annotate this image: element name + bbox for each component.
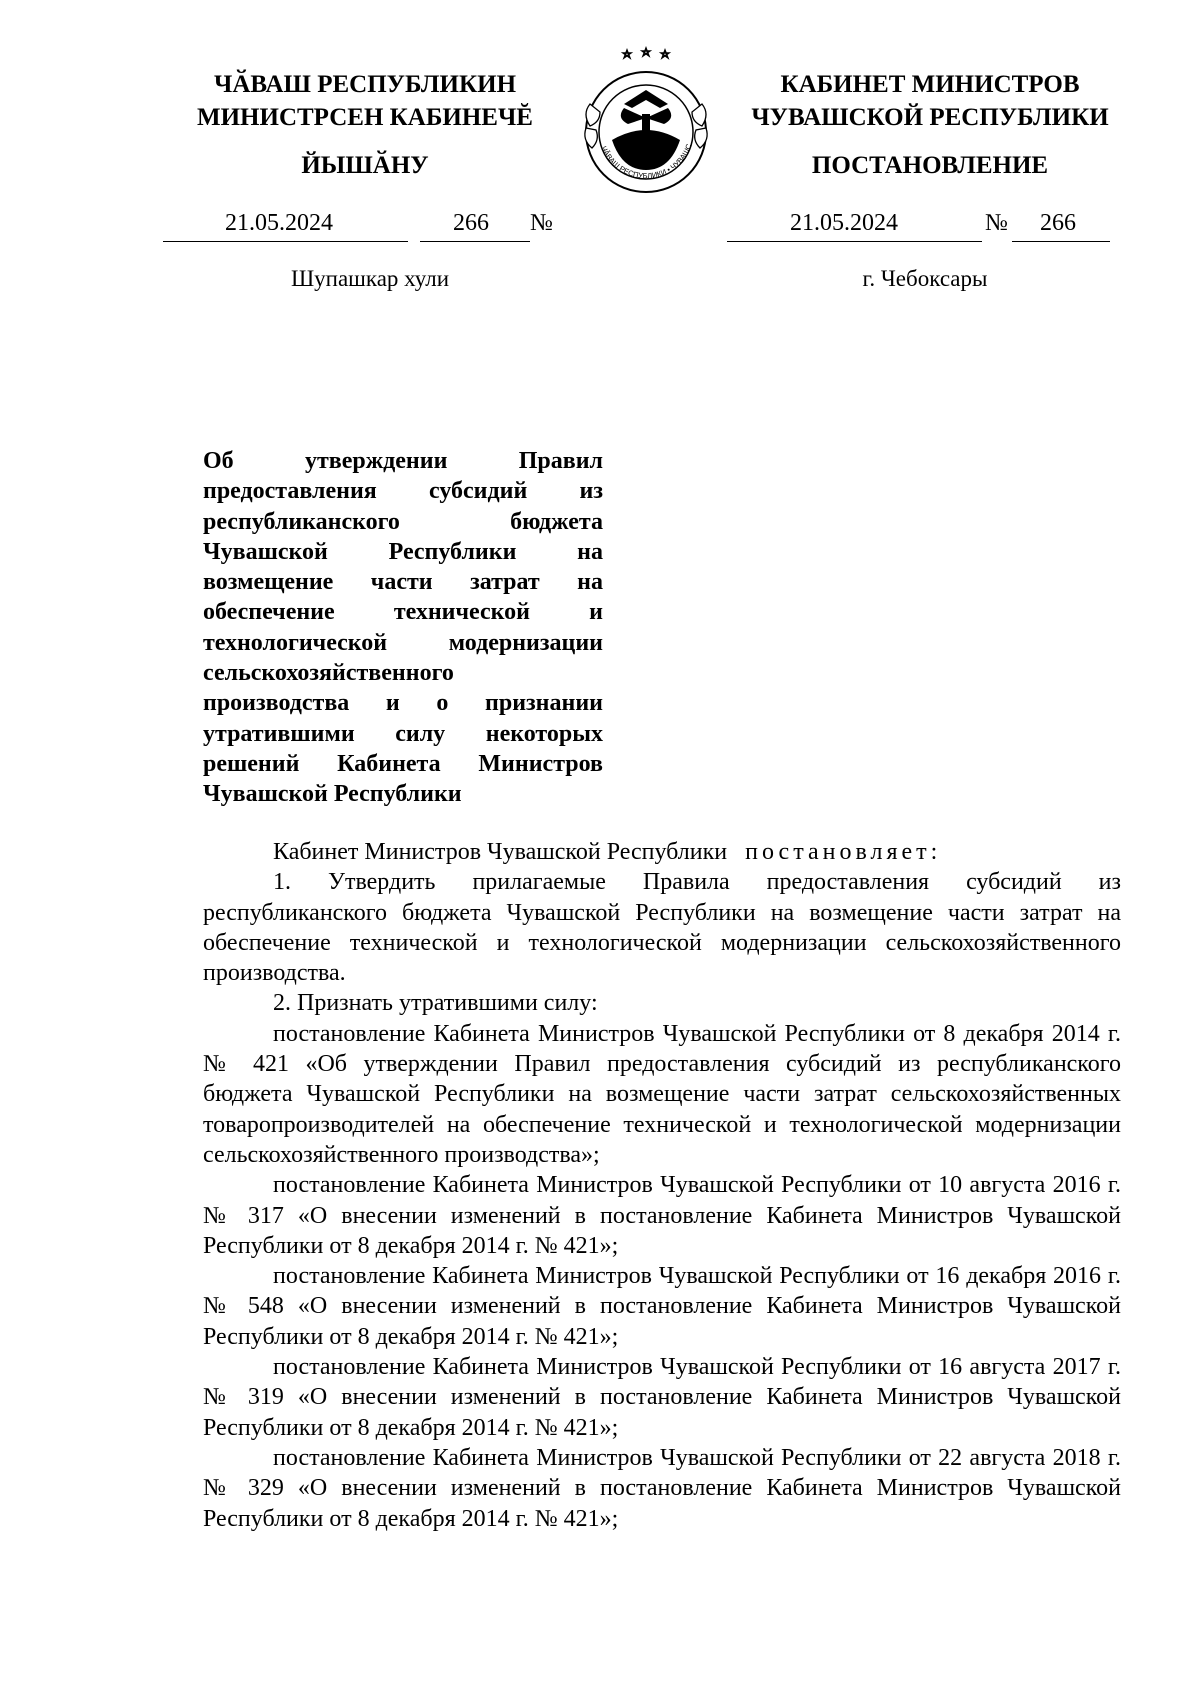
right-date: 21.05.2024 xyxy=(790,210,898,236)
city-chuvash: Шупашкар хули xyxy=(290,266,450,291)
header-chuvash xyxy=(150,68,580,134)
body-paragraph-4: постановление Кабинета Министров Чувашской Республики от 10 августа 2016 г. № 317 «О внесении изменений в постановление Кабинета Министров Чувашской Республики от 8 декабря 2014 г. № 421»; xyxy=(203,1172,1121,1259)
header-chuvash-line1: ЧӐВАШ РЕСПУБЛИКИН xyxy=(213,71,517,98)
left-date: 21.05.2024 xyxy=(225,210,333,236)
left-number-sign: № xyxy=(530,210,553,236)
body-paragraph-2: 2. Признать утратившими силу: xyxy=(273,990,598,1017)
body-paragraph-5: постановление Кабинета Министров Чувашской Республики от 16 декабря 2016 г. № 548 «О внесении изменений в постановление Кабинета Министров Чувашской Республики от 8 декабря 2014 г. № 421»; xyxy=(203,1263,1121,1350)
document-subject: Об утверждении Правил предоставления субсидий из республиканского бюджета Чувашской Республики на возмещение части затрат на обеспечение технической и технологической модернизации сельскохозяйственного производства и о признании утратившими силу некоторых решений Кабинета Министров Чувашской Республики xyxy=(203,448,603,808)
right-number: 266 xyxy=(1040,210,1076,236)
intro-decree: постановляет: xyxy=(745,839,942,865)
left-number: 266 xyxy=(453,210,489,236)
header-russian xyxy=(730,68,1130,134)
coat-of-arms-emblem xyxy=(572,44,720,199)
doc-type-russian: ПОСТАНОВЛЕНИЕ xyxy=(811,152,1049,179)
body-paragraph-7: постановление Кабинета Министров Чувашской Республики от 22 августа 2018 г. № 329 «О внесении изменений в постановление Кабинета Министров Чувашской Республики от 8 декабря 2014 г. № 421»; xyxy=(203,1444,1121,1532)
doc-type-chuvash: ЙЫШӐНУ xyxy=(301,152,429,179)
intro-text: Кабинет Министров Чувашской Республики xyxy=(273,839,728,865)
right-number-sign: № xyxy=(985,210,1008,236)
left-date-underline xyxy=(163,241,408,242)
body-paragraph-6: постановление Кабинета Министров Чувашской Республики от 16 августа 2017 г. № 319 «О внесении изменений в постановление Кабинета Министров Чувашской Республики от 8 декабря 2014 г. № 421»; xyxy=(203,1354,1121,1441)
left-number-underline xyxy=(420,241,530,242)
emblem-ring-text: ЧӐВАШ РЕСПУБЛИКИ • ЧУВАШС xyxy=(599,142,694,181)
right-number-underline xyxy=(1012,241,1110,242)
header-russian-line2: ЧУВАШСКОЙ РЕСПУБЛИКИ xyxy=(751,104,1109,131)
body-paragraph-3: постановление Кабинета Министров Чувашской Республики от 8 декабря 2014 г. № 421 «Об утверждении Правил предоставления субсидий из республиканского бюджета Чувашской Республики на возмещение части затрат сельскохозяйственных товаропроизводителей на обеспечение технической и технологической модернизации сельскохозяйственного производства»; xyxy=(203,1020,1121,1168)
header-russian-line1: КАБИНЕТ МИНИСТРОВ xyxy=(780,71,1080,98)
header-chuvash-line2: МИНИСТРСЕН КАБИНЕЧĔ xyxy=(197,104,533,131)
right-date-underline xyxy=(727,241,982,242)
city-russian: г. Чебоксары xyxy=(862,266,988,291)
body-paragraph-1: 1. Утвердить прилагаемые Правила предоставления субсидий из республиканского бюджета Чувашской Республики на возмещение части затрат на обеспечение технической и технологической модернизации сельскохозяйственного производства. xyxy=(203,869,1121,987)
body-intro xyxy=(203,837,1121,867)
document-body xyxy=(203,837,1121,1534)
